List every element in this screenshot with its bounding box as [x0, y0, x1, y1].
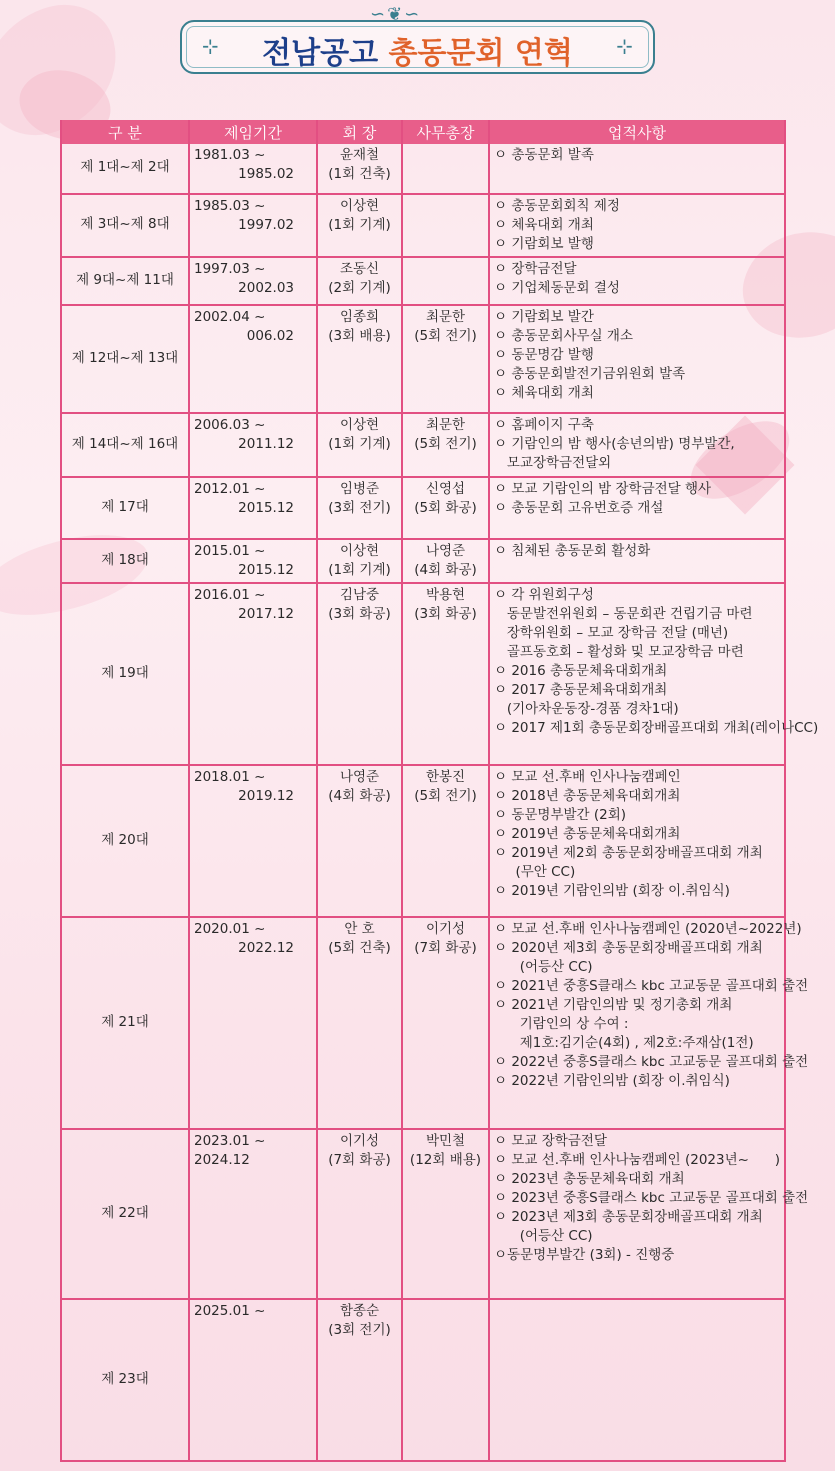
term-end: 2022.12 — [238, 940, 294, 956]
table-row — [61, 1299, 785, 1461]
president-line: (1회 기계) — [328, 436, 391, 452]
cell-term — [189, 1129, 317, 1299]
president-line: (3회 전기) — [328, 1322, 391, 1338]
achievement-item: ㅇ 2018년 총동문체육대회개최 — [494, 788, 681, 804]
achievement-item: (기아차운동장-경품 경차1대) — [494, 701, 679, 717]
cell-term — [189, 194, 317, 257]
cell-generation: 제 18대 — [61, 539, 189, 583]
secretary-line: 한봉진 — [425, 769, 466, 785]
achievement-item: ㅇ 침체된 총동문회 활성화 — [494, 543, 651, 559]
term-end: 006.02 — [246, 328, 294, 344]
achievement-item: ㅇ 체육대회 개최 — [494, 217, 594, 233]
title-school: 전남공고 — [262, 36, 379, 71]
secretary-line: (5회 화공) — [414, 500, 477, 516]
secretary-line: (5회 전기) — [414, 436, 477, 452]
term-end: 1985.02 — [238, 166, 294, 182]
cell-generation: 제 22대 — [61, 1129, 189, 1299]
achievement-item: (무안 CC) — [494, 864, 576, 880]
header-achievements: 업적사항 — [489, 120, 785, 144]
achievement-item: ㅇ 2023년 중흥S클래스 kbc 고교동문 골프대회 출전 — [494, 1190, 809, 1206]
achievement-item: ㅇ 모교 기람인의 밤 장학금전달 행사 — [494, 481, 712, 497]
cell-generation: 제 12대~제 13대 — [61, 305, 189, 413]
achievement-item: ㅇ 체육대회 개최 — [494, 385, 594, 401]
achievement-item: ㅇ 2019년 총동문체육대회개최 — [494, 826, 681, 842]
achievement-item: ㅇ 모교 선.후배 인사나눔캠페인 (2020년~2022년) — [494, 921, 802, 937]
achievement-item: ㅇ 장학금전달 — [494, 261, 577, 277]
president-line: (3회 화공) — [328, 606, 391, 622]
table-row — [61, 194, 785, 257]
secretary-line: 박용현 — [425, 587, 466, 603]
term-start: 2002.04 ~ — [194, 309, 266, 325]
president-line: (1회 기계) — [328, 217, 391, 233]
secretary-line: 나영준 — [425, 543, 466, 559]
cell-term — [189, 1299, 317, 1461]
cell-achievements — [489, 1129, 809, 1299]
secretary-line: (4회 화공) — [414, 562, 477, 578]
cell-term — [189, 477, 317, 539]
cell-secretary — [402, 1129, 489, 1299]
cell-achievements — [489, 144, 785, 194]
cell-generation: 제 9대~제 11대 — [61, 257, 189, 305]
achievement-item: ㅇ 기람인의 밤 행사(송년의밤) 명부발간, — [494, 436, 735, 452]
cell-term — [189, 413, 317, 477]
page-title — [180, 28, 655, 72]
president-line: (4회 화공) — [328, 788, 391, 804]
cell-achievements — [489, 539, 785, 583]
achievement-item: ㅇ 총동문회발전기금위원회 발족 — [494, 366, 686, 382]
achievement-item: ㅇ 동문명감 발행 — [494, 347, 594, 363]
cell-generation: 제 14대~제 16대 — [61, 413, 189, 477]
table-body — [61, 144, 819, 1461]
achievement-item: ㅇ 총동문회회칙 제정 — [494, 198, 620, 214]
secretary-line: 박민철 — [425, 1133, 466, 1149]
achievement-item: 제1호:김기순(4회) , 제2호:주재삼(1전) — [494, 1035, 754, 1051]
achievement-item: ㅇ 2016 총동문체육대회개최 — [494, 663, 668, 679]
achievement-item: ㅇ 2023년 총동문체육대회 개최 — [494, 1171, 685, 1187]
cell-term — [189, 257, 317, 305]
cell-term — [189, 144, 317, 194]
header-secretary: 사무총장 — [402, 120, 489, 144]
cell-president — [317, 1129, 402, 1299]
cell-president — [317, 917, 402, 1129]
president-line: 이기성 — [339, 1133, 380, 1149]
achievement-item: ㅇ 2021년 기람인의밤 및 정기총회 개최 — [494, 997, 733, 1013]
secretary-line: 최문한 — [425, 309, 466, 325]
cell-secretary — [402, 539, 489, 583]
cell-achievements — [489, 917, 809, 1129]
title-banner — [180, 4, 655, 74]
flourish-icon: ∽❦∽ — [370, 4, 422, 25]
achievement-item: ㅇ 홈페이지 구축 — [494, 417, 594, 433]
cell-secretary — [402, 305, 489, 413]
president-line: (7회 화공) — [328, 1152, 391, 1168]
term-end: 2017.12 — [238, 606, 294, 622]
term-start: 2020.01 ~ — [194, 921, 266, 937]
term-start: 2023.01 ~ 2024.12 — [194, 1133, 266, 1168]
achievement-item: ㅇ 2017 총동문체육대회개최 — [494, 682, 668, 698]
president-line: (2회 기계) — [328, 280, 391, 296]
secretary-line: 최문한 — [425, 417, 466, 433]
achievement-item: ㅇ동문명부발간 (3회) - 진행중 — [494, 1247, 675, 1263]
cell-generation: 제 21대 — [61, 917, 189, 1129]
president-line: 안 호 — [344, 921, 375, 937]
achievement-item: ㅇ 총동문회사무실 개소 — [494, 328, 633, 344]
cell-secretary — [402, 413, 489, 477]
table-row — [61, 765, 785, 917]
table-row — [61, 539, 785, 583]
secretary-line: 신영섭 — [425, 481, 466, 497]
term-start: 2016.01 ~ — [194, 587, 266, 603]
cell-president — [317, 765, 402, 917]
cell-secretary — [402, 583, 489, 765]
achievement-item: ㅇ 2022년 기람인의밤 (회장 이.취임식) — [494, 1073, 730, 1089]
cell-president — [317, 477, 402, 539]
president-line: 조동신 — [339, 261, 380, 277]
achievement-item: ㅇ 2019년 제2회 총동문회장배골프대회 개최 — [494, 845, 763, 861]
title-history: 총동문회 연혁 — [388, 36, 573, 71]
achievement-item: ㅇ 총동문회 고유번호증 개설 — [494, 500, 664, 516]
term-start: 1985.03 ~ — [194, 198, 266, 214]
term-end: 2002.03 — [238, 280, 294, 296]
achievement-item: (어등산 CC) — [494, 1228, 593, 1244]
cell-generation: 제 19대 — [61, 583, 189, 765]
term-end: 1997.02 — [238, 217, 294, 233]
cell-secretary — [402, 765, 489, 917]
table-row — [61, 305, 785, 413]
cell-term — [189, 765, 317, 917]
ornament-left-icon: ⊹ — [202, 34, 219, 58]
cell-president — [317, 583, 402, 765]
president-line: 임종희 — [339, 309, 380, 325]
cell-generation: 제 1대~제 2대 — [61, 144, 189, 194]
president-line: (3회 배용) — [328, 328, 391, 344]
cell-term — [189, 583, 317, 765]
cell-achievements — [489, 583, 819, 765]
cell-generation: 제 20대 — [61, 765, 189, 917]
cell-president — [317, 1299, 402, 1461]
cell-achievements — [489, 765, 785, 917]
term-start: 2015.01 ~ — [194, 543, 266, 559]
president-line: (1회 기계) — [328, 562, 391, 578]
achievement-item: ㅇ 2022년 중흥S클래스 kbc 고교동문 골프대회 출전 — [494, 1054, 809, 1070]
president-line: (3회 전기) — [328, 500, 391, 516]
achievement-item: ㅇ 2023년 제3회 총동문회장배골프대회 개최 — [494, 1209, 763, 1225]
cell-term — [189, 305, 317, 413]
achievement-item: ㅇ 동문명부발간 (2회) — [494, 807, 627, 823]
cell-president — [317, 144, 402, 194]
cell-achievements — [489, 477, 785, 539]
cell-president — [317, 257, 402, 305]
cell-achievements — [489, 413, 785, 477]
president-line: 함종순 — [339, 1303, 380, 1319]
achievement-item: ㅇ 2017 제1회 총동문회장배골프대회 개최(레이나CC) — [494, 720, 819, 736]
cell-achievements — [489, 194, 785, 257]
cell-president — [317, 194, 402, 257]
achievement-item: ㅇ 기람회보 발간 — [494, 309, 594, 325]
president-line: 김남중 — [339, 587, 380, 603]
achievement-item: ㅇ 모교 선.후배 인사나눔캠페인 — [494, 769, 681, 785]
table-row — [61, 413, 785, 477]
president-line: 이상현 — [339, 543, 380, 559]
ornament-right-icon: ⊹ — [616, 34, 633, 58]
term-end: 2015.12 — [238, 500, 294, 516]
cell-secretary — [402, 1299, 489, 1461]
table-row — [61, 257, 785, 305]
term-end: 2011.12 — [238, 436, 294, 452]
cell-term — [189, 917, 317, 1129]
header-president: 회 장 — [317, 120, 402, 144]
secretary-line: (7회 화공) — [414, 940, 477, 956]
achievement-item: (어등산 CC) — [494, 959, 593, 975]
president-line: 이상현 — [339, 198, 380, 214]
secretary-line: (3회 화공) — [414, 606, 477, 622]
cell-achievements — [489, 257, 785, 305]
achievement-item: 모교장학금전달외 — [494, 455, 612, 471]
term-end: 2015.12 — [238, 562, 294, 578]
achievement-item: ㅇ 총동문회 발족 — [494, 147, 594, 163]
achievement-item: 동문발전위원회 – 동문회관 건립기금 마련 — [494, 606, 753, 622]
president-line: 윤재철 — [339, 147, 380, 163]
table-row — [61, 477, 785, 539]
president-line: (1회 건축) — [328, 166, 391, 182]
table-row — [61, 583, 785, 765]
achievement-item: 장학위원회 – 모교 장학금 전달 (매년) — [494, 625, 729, 641]
achievement-item: ㅇ 모교 선.후배 인사나눔캠페인 (2023년~ ) — [494, 1152, 780, 1168]
cell-secretary — [402, 477, 489, 539]
achievement-item: ㅇ 2019년 기람인의밤 (회장 이.취임식) — [494, 883, 730, 899]
table-header-row — [61, 120, 785, 144]
achievement-item: ㅇ 기람회보 발행 — [494, 236, 594, 252]
term-start: 2012.01 ~ — [194, 481, 266, 497]
table-row — [61, 1129, 785, 1299]
secretary-line: (12회 배용) — [409, 1152, 482, 1168]
cell-term — [189, 539, 317, 583]
cell-president — [317, 413, 402, 477]
president-line: 이상현 — [339, 417, 380, 433]
table-row — [61, 917, 785, 1129]
secretary-line: (5회 전기) — [414, 328, 477, 344]
history-table — [60, 120, 819, 1462]
header-term: 제임기간 — [189, 120, 317, 144]
cell-achievements — [489, 305, 785, 413]
term-start: 1981.03 ~ — [194, 147, 266, 163]
achievement-item: ㅇ 2021년 중흥S클래스 kbc 고교동문 골프대회 출전 — [494, 978, 809, 994]
achievement-item: ㅇ 각 위원회구성 — [494, 587, 594, 603]
achievement-item: ㅇ 기업체동문회 결성 — [494, 280, 620, 296]
secretary-line: (5회 전기) — [414, 788, 477, 804]
achievement-item: ㅇ 2020년 제3회 총동문회장배골프대회 개최 — [494, 940, 763, 956]
term-start: 2018.01 ~ — [194, 769, 266, 785]
term-end: 2019.12 — [238, 788, 294, 804]
cell-secretary — [402, 257, 489, 305]
president-line: 임병준 — [339, 481, 380, 497]
cell-president — [317, 305, 402, 413]
header-generation: 구 분 — [61, 120, 189, 144]
achievement-item: 골프동호회 – 활성화 및 모교장학금 마련 — [494, 644, 744, 660]
secretary-line: 이기성 — [425, 921, 466, 937]
cell-achievements — [489, 1299, 785, 1461]
cell-generation: 제 17대 — [61, 477, 189, 539]
cell-generation: 제 3대~제 8대 — [61, 194, 189, 257]
president-line: 나영준 — [339, 769, 380, 785]
cell-secretary — [402, 144, 489, 194]
achievement-item: ㅇ 모교 장학금전달 — [494, 1133, 607, 1149]
cell-secretary — [402, 917, 489, 1129]
cell-president — [317, 539, 402, 583]
term-start: 2025.01 ~ — [194, 1303, 266, 1319]
term-start: 1997.03 ~ — [194, 261, 266, 277]
table-row — [61, 144, 785, 194]
cell-generation: 제 23대 — [61, 1299, 189, 1461]
cell-secretary — [402, 194, 489, 257]
achievement-item: 기람인의 상 수여 : — [494, 1016, 629, 1032]
term-start: 2006.03 ~ — [194, 417, 266, 433]
president-line: (5회 건축) — [328, 940, 391, 956]
